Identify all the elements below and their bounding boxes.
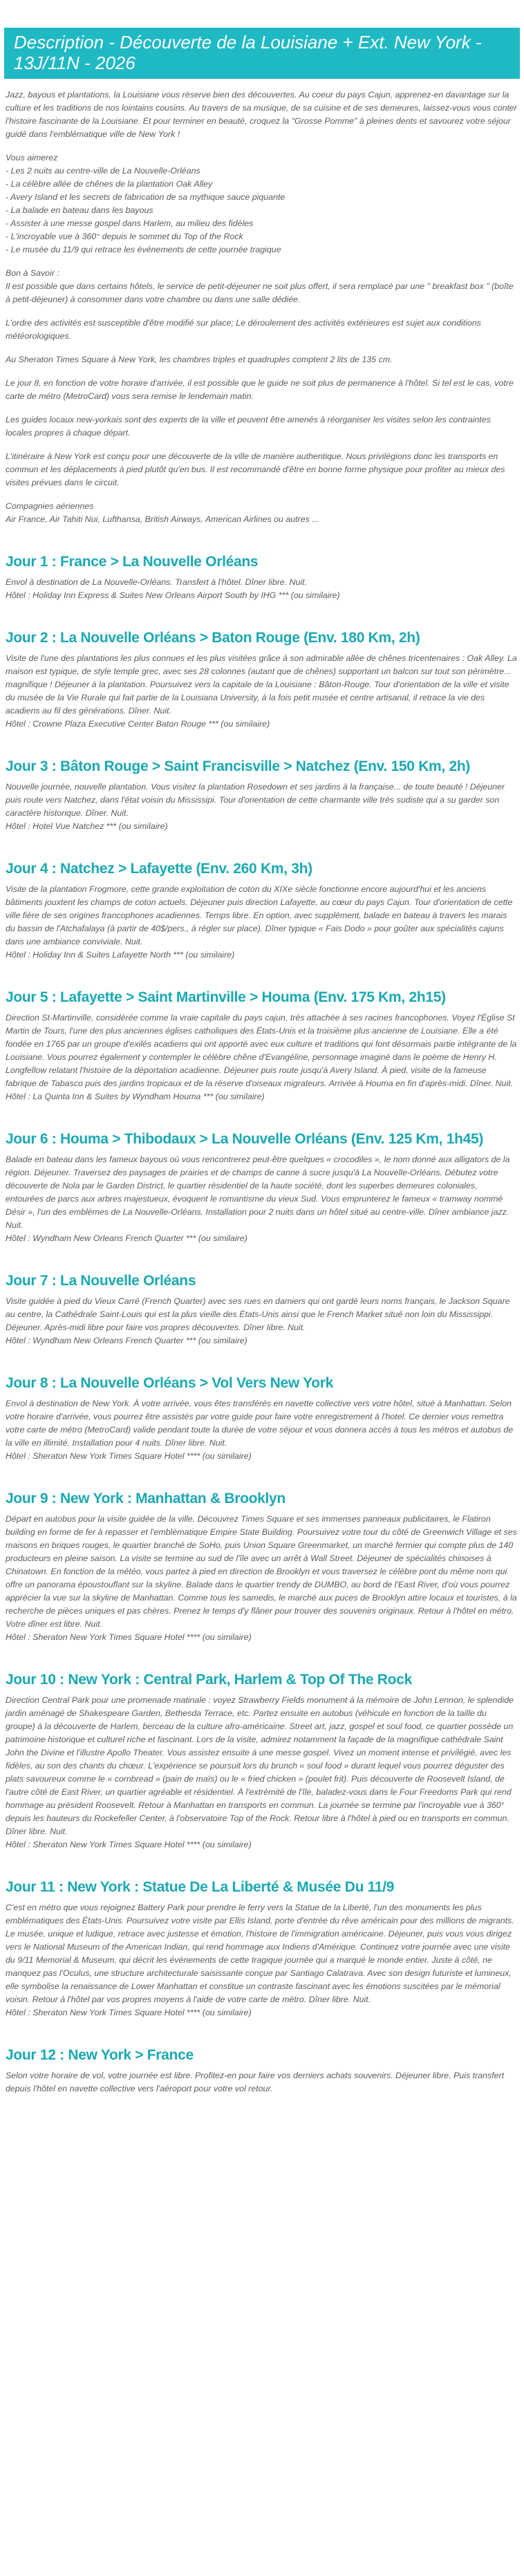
intro-line: Les guides locaux new-yorkais sont des experts de la ville et peuvent être amenés à réorganiser les visites selon les contraintes locales propres à chaque départ. xyxy=(6,415,491,438)
intro-line: Compagnies aériennes xyxy=(6,501,94,511)
page-title: Description - Découverte de la Louisiane + Ext. New York - 13J/11N - 2026 xyxy=(14,32,482,73)
day-text: Visite de la plantation Frogmore, cette grande exploitation de coton du XIXe siècle fonctionne encore aujourd'hui et les anciens bâtiments jouxtent les champs de coton actuels. Déjeuner puis direction Lafayette, au cœur du pays Cajun. Tour d'orientation de cette ville fière de ses origines francophones acadiennes. Temps libre. En option, avec supplément, balade en bateau à travers les marais du bassin de l'Atchafalaya (à partir de 40$/pers., à régler sur place). Dîner typique « Fais Dodo » pour goûter aux spécialités cajuns dans une ambiance conviviale. Nuit. xyxy=(6,884,513,946)
day-heading: Jour 6 : Houma > Thibodaux > La Nouvelle Orléans (Env. 125 Km, 1h45) xyxy=(6,1131,484,1147)
day-heading: Jour 5 : Lafayette > Saint Martinville > Houma (Env. 175 Km, 2h15) xyxy=(6,989,446,1005)
day-hotel: Hôtel : Sheraton New York Times Square Hotel **** (ou similaire) xyxy=(6,1451,252,1461)
day-text: C'est en métro que vous rejoignez Battery Park pour prendre le ferry vers la Statue de la Liberté, l'un des monuments les plus emblématiques des États-Unis. Poursuivez votre visite par Ellis Island, porte d'entrée du rêve américain pour des millions de migrants. Le musée, unique et ludique, retrace avec justesse et émotion, l'histoire de l'immigration américaine. Déjeuner, puis vous vous dirigez vers le National Museum of the American Indian, qui rend hommage aux Indiens d'Amérique. Continuez votre journée avec une visite du 9/11 Memorial & Museum, qui décrit les événements de cette tragique journée qui a marqué le monde entier. Juste à côté, ne manquez pas l'Oculus, une structure architecturale saisissante conçue par Santiago Calatrava. Avec son design futuriste et lumineux, elle symbolise la renaissance de Lower Manhattan et constitue un contraste fascinant avec les émotions suscitées par le mémorial voisin. Retour à l'hôtel par vos propres moyens à l'aide de votre carte de métro. Dîner libre. Nuit. xyxy=(6,1903,514,2004)
intro-line: - L'incroyable vue à 360° depuis le sommet du Top of the Rock xyxy=(6,232,243,241)
intro-line: L'itinéraire à New York est conçu pour une découverte de la ville de manière authentique. Nous privilégions donc les transports en commun et les déplacements à pied plutôt qu'en bus. Il est recommandé d'être en bonne forme physique pour profiter au mieux des visites prévues dans le circuit. xyxy=(6,451,505,487)
day-hotel: Hôtel : La Quinta Inn & Suites by Wyndham Houma *** (ou similaire) xyxy=(6,1092,265,1101)
day-text: Selon votre horaire de vol, votre journée est libre. Profitez-en pour faire vos derniers achats souvenirs. Déjeuner libre. Puis transfert depuis l'hôtel en navette collective vers l'aéroport pour votre vol retour. xyxy=(6,2071,505,2093)
intro-line: - Assister à une messe gospel dans Harlem, au milieu des fidèles xyxy=(6,218,254,228)
day-hotel: Hôtel : Holiday Inn Express & Suites New Orleans Airport South by IHG *** (ou similaire) xyxy=(6,590,340,600)
day-description xyxy=(6,1011,517,1103)
day-description xyxy=(6,652,517,731)
intro-line: Le jour 8, en fonction de votre horaire d'arrivée, il est possible que le guide ne soit plus de permanence à l'hôtel. Si tel est le cas, votre carte de métro (MetroCard) vous sera remise le lendemain matin. xyxy=(6,378,514,401)
intro-line: - La célèbre allée de chênes de la plantation Oak Alley xyxy=(6,179,213,189)
intro-line: Air France, Air Tahiti Nui, Lufthansa, British Airways, American Airlines ou autres ... xyxy=(6,514,319,524)
day-heading: Jour 9 : New York : Manhattan & Brooklyn xyxy=(6,1491,286,1506)
day-section xyxy=(6,1878,517,2019)
intro-paragraph xyxy=(6,413,517,440)
day-section xyxy=(6,1670,517,1851)
day-hotel: Hôtel : Crowne Plaza Executive Center Baton Rouge *** (ou similaire) xyxy=(6,719,270,729)
intro-paragraph xyxy=(6,88,517,141)
day-section xyxy=(6,1271,517,1347)
intro-line: - Les 2 nuits au centre-ville de La Nouvelle-Orléans xyxy=(6,166,200,176)
day-section xyxy=(6,2046,517,2096)
day-description xyxy=(6,2069,517,2096)
day-heading: Jour 11 : New York : Statue De La Liberté & Musée Du 11/9 xyxy=(6,1879,395,1895)
day-section xyxy=(6,988,517,1103)
intro-line: - La balade en bateau dans les bayous xyxy=(6,205,153,215)
day-text: Direction St-Martinville, considérée comme la vraie capitale du pays cajun, très attachée à ses racines francophones. Voyez l'Église St Martin de Tours, l'une des plus anciennes églises catholiques des États-Unis et la troisième plus ancienne de Louisiane. Elle a été fondée en 1765 par un groupe d'exilés acadiens qui ont apporté avec eux culture et traditions qui font désormais partie intégrante de la Louisiane. Vous pourrez également y contempler le célèbre chêne d'Evangéline, personnage imaginé dans le poème de Henry H. Longfellow relatant l'histoire de la déportation acadienne. Déjeuner puis route jusqu'à Avery Island. À pied, visite de la fameuse fabrique de Tabasco puis des jardins tropicaux et de la réserve d'oiseaux migrateurs. Arrivée à Houma en fin d'après-midi. Dîner. Nuit. xyxy=(6,1013,517,1088)
intro-paragraph xyxy=(6,377,517,403)
day-description xyxy=(6,1397,517,1463)
intro-line: Vous aimerez xyxy=(6,153,58,162)
day-description xyxy=(6,1694,517,1851)
day-hotel: Hôtel : Wyndham New Orleans French Quarter *** (ou similaire) xyxy=(6,1233,247,1243)
day-heading: Jour 12 : New York > France xyxy=(6,2047,194,2063)
day-description xyxy=(6,1901,517,2019)
intro-paragraph xyxy=(6,500,517,526)
day-section xyxy=(6,1374,517,1463)
intro-paragraph xyxy=(6,317,517,343)
day-text: Départ en autobus pour la visite guidée de la ville. Découvrez Times Square et ses immenses panneaux publicitaires, le Flatiron building en forme de fer à repasser et l'emblématique Empire State Building. Poursuivez votre tour du côté de Greenwich Village et ses maisons en briques rouges, le quartier branché de SoHo, puis Union Square Greenmarket, un marché fermier qui compte plus de 140 producteurs en pleine saison. La visite se termine au sud de l'île avec un arrêt à Wall Street. Déjeuner de spécialités chinoises à Chinatown. En fonction de la météo, vous partez à pied en direction de Brooklyn et vous traversez le célèbre pont du même nom qui offre un panorama époustouflant sur la skyline. Balade dans le quartier trendy de DUMBO, au bord de l'East River, d'où vous pourrez apprécier la vue sur la skyline de Manhattan. Comme tous les samedis, le marché aux puces de Brooklyn attire locaux et touristes, à la recherche de pièces uniques et pas chères. Prenez le temps d'y flâner pour trouver des souvenirs originaux. Retour à l'hôtel en métro. Votre dîner est libre. Nuit. xyxy=(6,1514,517,1629)
day-heading: Jour 10 : New York : Central Park, Harlem & Top Of The Rock xyxy=(6,1672,412,1688)
day-section xyxy=(6,1130,517,1245)
intro-line: L'ordre des activités est susceptible d'être modifié sur place; Le déroulement des activités extérieures est sujet aux conditions météorologiques. xyxy=(6,318,481,341)
intro-paragraph xyxy=(6,151,517,256)
day-description xyxy=(6,1295,517,1347)
day-section xyxy=(6,1489,517,1644)
day-text: Envol à destination de New York. À votre arrivée, vous êtes transférés en navette collective vers votre hôtel, situé à Manhattan. Selon votre horaire d'arrivée, vous pourrez être assistés par votre guide pour faire votre enregistrement à l'hotel. Ce dernier vous remettra votre carte de métro (MetroCard) valide pendant toute la durée de votre séjour et vous donnera accès à tous les métros et autobus de la ville en illimité. Installation pour 4 nuits. Dîner libre. Nuit. xyxy=(6,1399,514,1448)
intro-line: Au Sheraton Times Square à New York, les chambres triples et quadruples comptent 2 lits de 135 cm. xyxy=(6,355,393,364)
day-text: Direction Central Park pour une promenade matinale : voyez Strawberry Fields monument à la mémoire de John Lennon, le splendide jardin aménagé de Shakespeare Garden, Bethesda Terrace, etc. Partez ensuite en autobus (véhicule en fonction de la taille du groupe) à la découverte de Harlem, berceau de la culture afro-américaine. Street art, jazz, gospel et soul food, ce quartier possède un patrimoine historique et culturel riche et fascinant. Lors de la visite, admirez notamment la façade de la magnifique cathédrale Saint John the Divine et l'illustre Apollo Theater. Vous assistez ensuite à une messe gospel. Vivez un moment intense et privilégié, avec les fidèles, au son des chants du chœur. L'expérience se poursuit lors du brunch « soul food » durant lequel vous pourrez déguster des plats savoureux comme le « cornbread » (pain de maïs) ou le « fried chicken » (poulet frit). Puis découverte de Roosevelt Island, de l'autre côté de East River, un quartier agréable et résidentiel. À l'extrémité de l'île, baladez-vous dans le Four Freedoms Park qui rend hommage au président Roosevelt. Retour à Manhattan en transports en commun. La journée se termine par l'incroyable vue à 360° depuis les hauteurs du Rockefeller Center, à l'observatoire Top of the Rock. Retour libre à l'hôtel à pied ou en transports en commun. Dîner libre. Nuit. xyxy=(6,1695,514,1836)
day-hotel: Hôtel : Sheraton New York Times Square Hotel **** (ou similaire) xyxy=(6,1632,252,1642)
day-section xyxy=(6,552,517,602)
intro-line: Jazz, bayous et plantations, la Louisiane vous réserve bien des découvertes. Au coeur du pays Cajun, apprenez-en davantage sur la culture et les traditions de nos lointains cousins. Au travers de sa musique, de sa cuisine et de ses demeures, laissez-vous vous conter l'histoire fascinante de la Louisiane. Et pour terminer en beauté, croquez la "Grosse Pomme" à pleines dents et savourez votre séjour guidé dans l'emblématique ville de New York ! xyxy=(6,90,517,139)
day-text: Visite de l'une des plantations les plus connues et les plus visitées grâce à son admirable allée de chênes tricentenaires : Oak Alley. La maison est typique, de style temple grec, avec ses 28 colonnes (autant que de chênes) supportant un balcon sur tout son périmètre... magnifique ! Déjeuner à la plantation. Poursuivez vers la capitale de la Louisiane : Bâton-Rouge. Tour d'orientation de la ville et visite du musée de la Vie Rurale qui fait partie de la Louisiana University, à la fois petit musée et centre artisanal, il retrace la vie des acadiens au fil des générations. Dîner. Nuit. xyxy=(6,653,517,716)
day-text: Envol à destination de La Nouvelle-Orléans. Transfert à l'hôtel. Dîner libre. Nuit. xyxy=(6,577,308,587)
intro-paragraph xyxy=(6,450,517,489)
intro-paragraph xyxy=(6,353,517,366)
day-heading: Jour 7 : La Nouvelle Orléans xyxy=(6,1273,196,1289)
day-heading: Jour 1 : France > La Nouvelle Orléans xyxy=(6,554,259,570)
day-hotel: Hôtel : Sheraton New York Times Square Hotel **** (ou similaire) xyxy=(6,1840,252,1849)
day-heading: Jour 8 : La Nouvelle Orléans > Vol Vers New York xyxy=(6,1375,334,1391)
day-text: Balade en bateau dans les fameux bayous où vous rencontrerez peut-être quelques « crocodiles », le nom donné aux alligators de la région. Déjeuner. Traversez des paysages de prairies et de champs de canne à sucre jusqu'à La Nouvelle-Orléans. Débutez votre découverte de Nola par le Garden District, le quartier résidentiel de la haute société, dont les superbes demeures coloniales, entourées de parcs aux arbres majestueux, évoquent le romantisme du vieux Sud. Vous emprunterez le fameux « tramway nommé Désir », l'un des emblèmes de La Nouvelle-Orléans. Installation pour 2 nuits dans un hôtel situé au centre-ville. Dîner ambiance jazz. Nuit. xyxy=(6,1155,510,1230)
day-heading: Jour 2 : La Nouvelle Orléans > Baton Rouge (Env. 180 Km, 2h) xyxy=(6,630,420,646)
intro-line: Il est possible que dans certains hôtels, le service de petit-déjeuner ne soit plus offert, il sera remplacé par une " breakfast box " (boîte à petit-déjeuner) à consommer dans votre chambre ou dans une salle dédiée. xyxy=(6,281,514,304)
day-description xyxy=(6,883,517,962)
day-heading: Jour 4 : Natchez > Lafayette (Env. 260 Km, 3h) xyxy=(6,861,312,877)
day-text: Visite guidée à pied du Vieux Carré (French Quarter) avec ses rues en damiers qui ont gardé leurs noms français, le Jackson Square au centre, la Cathédrale Saint-Louis qui est la plus vieille des États-Unis ainsi que le French Market situé non loin du Mississippi. Déjeuner. Après-midi libre pour faire vos propres découvertes. Dîner libre. Nuit. xyxy=(6,1296,510,1332)
day-section xyxy=(6,757,517,833)
description-content xyxy=(4,79,520,2096)
intro-line: - Avery Island et les secrets de fabrication de sa mythique sauce piquante xyxy=(6,192,286,202)
day-hotel: Hôtel : Holiday Inn & Suites Lafayette North *** (ou similaire) xyxy=(6,950,235,960)
day-hotel: Hôtel : Hotel Vue Natchez *** (ou similaire) xyxy=(6,821,168,831)
intro-line: - Le musée du 11/9 qui retrace les événements de cette journée tragique xyxy=(6,245,281,254)
day-description xyxy=(6,576,517,602)
intro-paragraph xyxy=(6,267,517,306)
day-heading: Jour 3 : Bâton Rouge > Saint Francisville > Natchez (Env. 150 Km, 2h) xyxy=(6,758,471,774)
day-description xyxy=(6,781,517,833)
day-description xyxy=(6,1153,517,1245)
title-banner xyxy=(4,28,520,79)
day-description xyxy=(6,1513,517,1644)
day-hotel: Hôtel : Wyndham New Orleans French Quarter *** (ou similaire) xyxy=(6,1336,247,1345)
intro-line: Bon à Savoir : xyxy=(6,268,59,278)
day-section xyxy=(6,628,517,731)
day-text: Nouvelle journée, nouvelle plantation. Vous visitez la plantation Rosedown et ses jardins à la française... de toute beauté ! Déjeuner puis route vers Natchez, dans l'état voisin du Mississipi. Tour d'orientation de cette charmante ville très sudiste qui a su garder son caractère historique. Dîner. Nuit. xyxy=(6,782,505,818)
day-hotel: Hôtel : Sheraton New York Times Square Hotel **** (ou similaire) xyxy=(6,2008,252,2017)
day-section xyxy=(6,859,517,962)
